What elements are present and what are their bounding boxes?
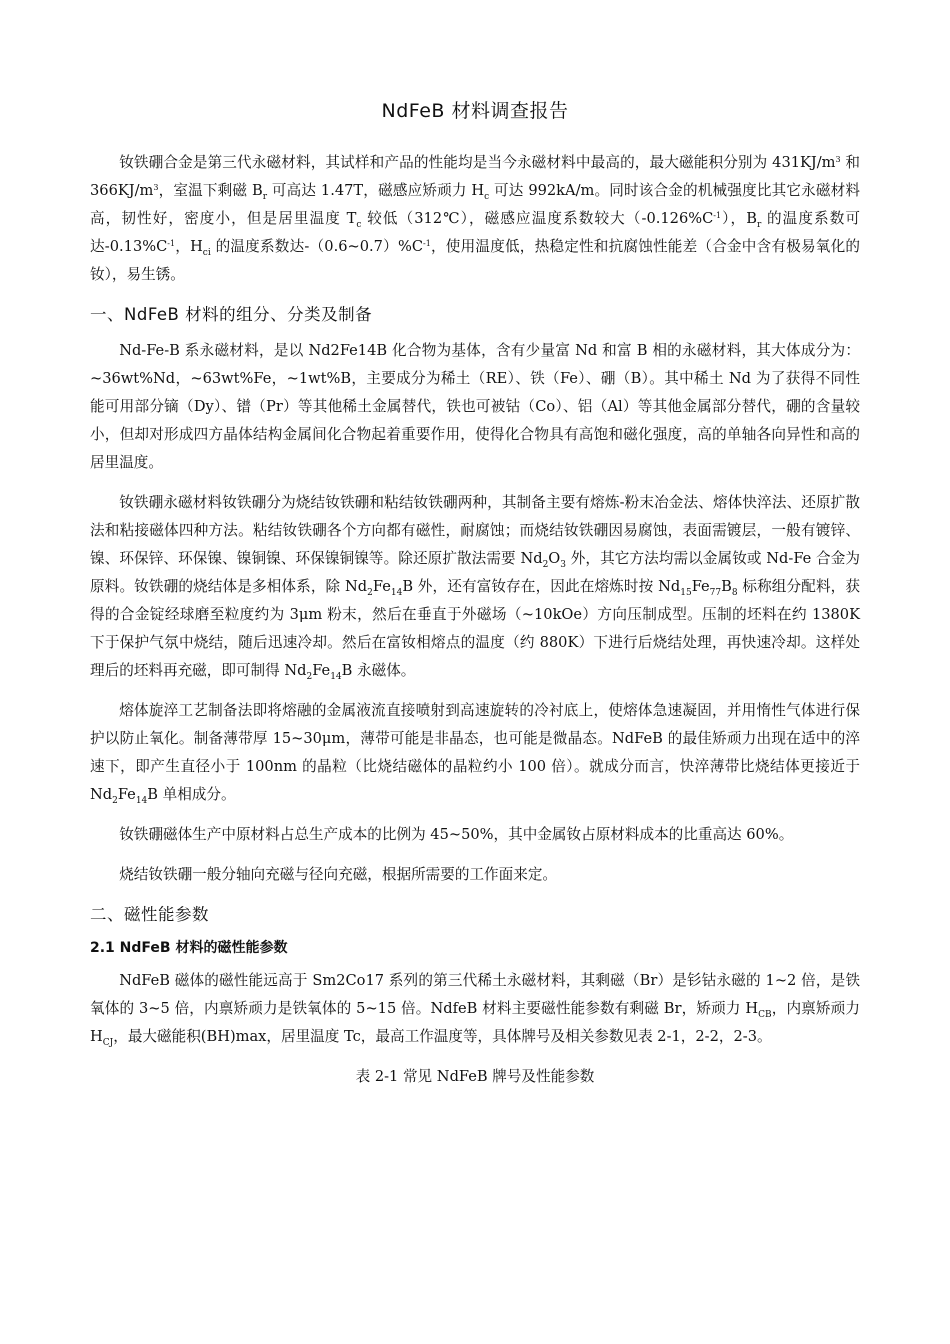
table-caption: 表 2-1 常见 NdFeB 牌号及性能参数: [355, 1068, 595, 1085]
paragraph-composition: Nd-Fe-B 系永磁材料，是以 Nd2Fe14B 化合物为基体，含有少量富 Nd 和富 B 相的永磁材料，其大体成分为：~36wt%Nd，~63wt%Fe，~1wt%B，主要成分为稀土（RE）、铁（Fe）、硼（B）。其中稀土 Nd 为了获得不同性能可用部分镝（Dy）、镨（Pr）等其他稀土金属替代，铁也可被钴（Co）、铝（Al）等其他金属部分替代，硼的含量较小，但却对形成四方晶体结构金属间化合物起着重要作用，使得化合物具有高饱和磁化强度，高的单轴各向异性和高的居里温度。: [90, 342, 860, 471]
section-heading-magnetic-parameters: 二、磁性能参数: [90, 905, 209, 924]
paragraph-magnetic-properties: NdFeB 磁体的磁性能远高于 Sm2Co17 系列的第三代稀土永磁材料，其剩磁（Br）是钐钴永磁的 1~2 倍，是铁氧体的 3~5 倍，内禀矫顽力是铁氧体的 5~15 倍。NdfeB 材料主要磁性能参数有剩磁 Br，矫顽力 $H_{CB}$，内禀矫顽力 $H_{CJ}$，最大磁能积(BH)max，居里温度 Tc，最高工作温度等，具体牌号及相关参数见表 2-1，2-2，2-3。: [90, 972, 860, 1048]
subsection-heading-2-1: 2.1 NdFeB 材料的磁性能参数: [90, 940, 288, 956]
paragraph-preparation: 钕铁硼永磁材料钕铁硼分为烧结钕铁硼和粘结钕铁硼两种，其制备主要有熔炼-粉末冶金法、熔体快淬法、还原扩散法和粘接磁体四种方法。粘结钕铁硼各个方向都有磁性，耐腐蚀；而烧结钕铁硼因易腐蚀，表面需镀层，一般有镀锌、镍、环保锌、环保镍、镍铜镍、环保镍铜镍等。除还原扩散法需要 $Nd_2O_3$ 外，其它方法均需以金属钕或 Nd-Fe 合金为原料。钕铁硼的烧结体是多相体系，除 $Nd_2Fe_{14}B$ 外，还有富钕存在，因此在熔炼时按 $Nd_{15}Fe_{77}B_8$ 标称组分配料，获得的合金锭经球磨至粒度约为 3μm 粉末，然后在垂直于外磁场（~10kOe）方向压制成型。压制的坯料在约 1380K 下于保护气氛中烧结，随后迅速冷却。然后在富钕相熔点的温度（约 880K）下进行后烧结处理，再快速冷却。这样处理后的坯料再充磁，即可制得 $Nd_2Fe_{14}B$ 永磁体。: [90, 494, 860, 682]
document-title: NdFeB 材料调查报告: [381, 100, 569, 122]
document-page: [90, 96, 860, 1086]
intro-paragraph: 钕铁硼合金是第三代永磁材料，其试样和产品的性能均是当今永磁材料中最高的，最大磁能积分别为 $431KJ/m^3$ 和 $366KJ/m^3$，室温下剩磁 $B_r$ 可高达 1.47T，磁感应矫顽力 $H_c$ 可达 992kA/m。同时该合金的机械强度比其它永磁材料高，韧性好，密度小，但是居里温度 $T_c$ 较低（312℃），磁感应温度系数较大$(-0.126\%C^{-1})$，$B_r$ 的温度系数可达$-0.13\%C^{-1}$，$H_{ci}$ 的温度系数达$-(0.6\sim 0.7)\%C^{-1}$，使用温度低，热稳定性和抗腐蚀性能差（合金中含有极易氧化的钕），易生锈。: [90, 154, 861, 283]
paragraph-melt-spinning: 熔体旋淬工艺制备法即将熔融的金属液流直接喷射到高速旋转的冷衬底上，使熔体急速凝固，并用惰性气体进行保护以防止氧化。制备薄带厚 15~30μm，薄带可能是非晶态，也可能是微晶态。NdFeB 的最佳矫顽力出现在适中的淬速下，即产生直径小于 100nm 的晶粒（比烧结磁体的晶粒约小 100 倍）。就成分而言，快淬薄带比烧结体更接近于 $Nd_2Fe_{14}B$ 单相成分。: [90, 702, 860, 806]
section-heading-composition: 一、NdFeB 材料的组分、分类及制备: [90, 305, 373, 324]
paragraph-cost: 钕铁硼磁体生产中原材料占总生产成本的比例为 45~50%，其中金属钕占原材料成本的比重高达 60%。: [119, 826, 794, 843]
paragraph-magnetization: 烧结钕铁硼一般分轴向充磁与径向充磁，根据所需要的工作面来定。: [119, 866, 558, 883]
